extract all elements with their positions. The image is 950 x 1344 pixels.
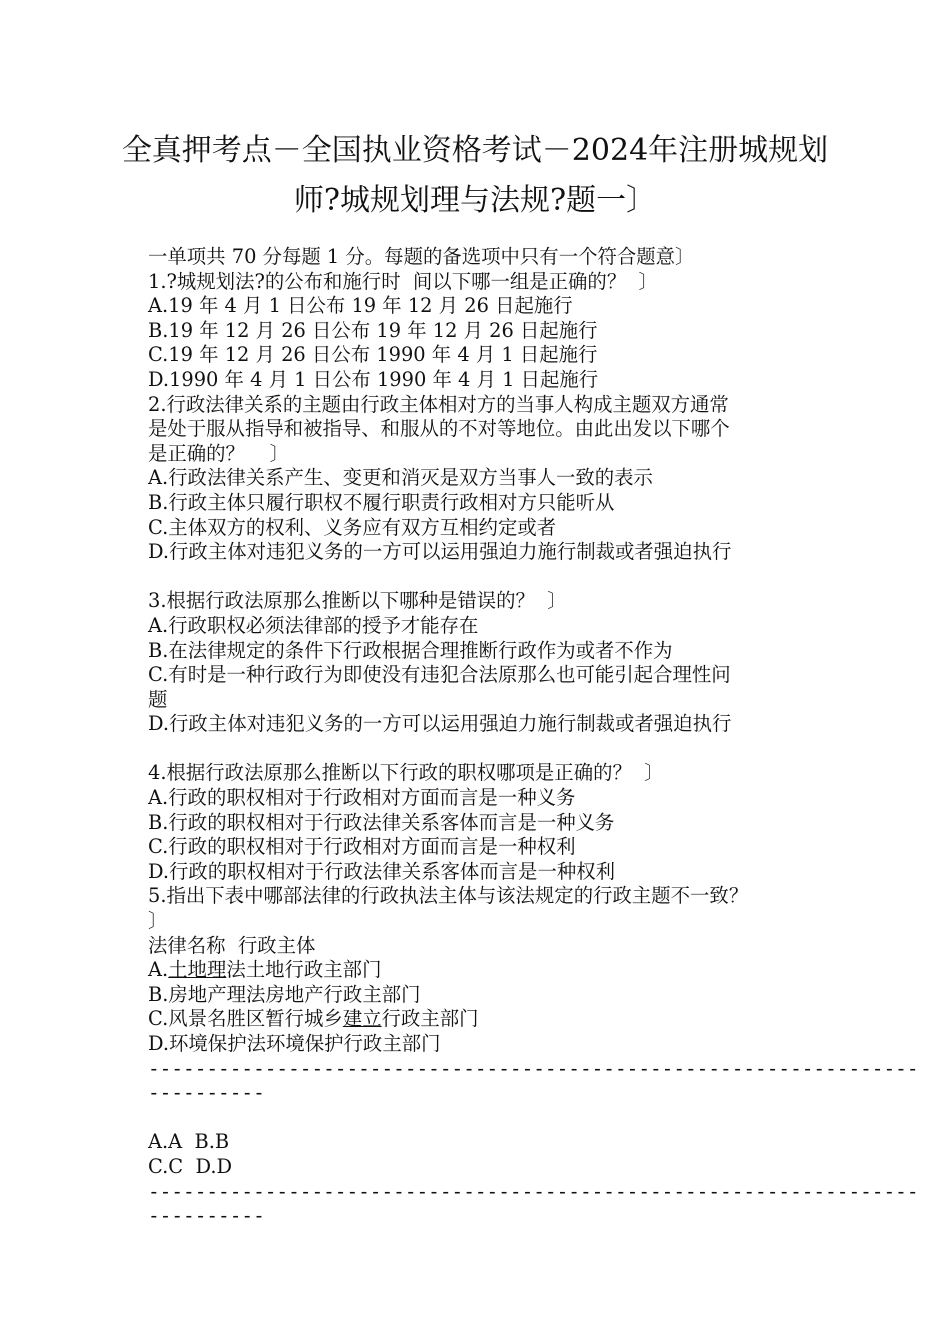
q5-option-b: B.房地产理法房地产行政主部门: [148, 982, 421, 1006]
spacer: [148, 737, 838, 762]
q4-option-a: A.行政的职权相对于行政相对方面而言是一种义务: [148, 786, 576, 810]
q5-option-c-underlined: 建立: [342, 1007, 382, 1031]
q5-stem-line-2: 〕: [148, 909, 168, 933]
q5-table-header: 法律名称 行政主体: [148, 933, 316, 957]
q2-option-b: B.行政主体只履行职权不履行职责行政相对方只能听从: [148, 490, 615, 514]
title-line-2: 师?城规划理与法规?题一〕: [293, 183, 657, 218]
q2-option-c: C.主体双方的权利、义务应有双方互相约定或者: [148, 515, 557, 539]
answer-options-row-1: A.A B.B: [148, 1130, 230, 1154]
q3-option-a: A.行政职权必须法律部的授予才能存在: [148, 613, 479, 637]
divider-line-1-cont: ----------: [148, 1081, 265, 1105]
q2-stem-line-3: 是正确的？ 〕: [148, 441, 289, 465]
q5-option-a-prefix: A.: [148, 958, 169, 982]
q5-option-d: D.环境保护法环境保护行政主部门: [148, 1032, 441, 1055]
q2-stem-line-1: 2.行政法律关系的主题由行政主体相对方的当事人构成主题双方通常: [148, 392, 729, 416]
q3-option-c-line-1: C.有时是一种行政行为即使没有违犯合法原那么也可能引起合理性问: [148, 663, 731, 687]
title-line-1: 全真押考点－全国执业资格考试－2024年注册城规划: [121, 133, 829, 168]
q1-option-d: D.1990 年 4 月 1 日公布 1990 年 4 月 1 日起施行: [148, 367, 599, 391]
divider-line-2: ------------------------------------------------------------------: [148, 1179, 919, 1203]
q2-option-d: D.行政主体对违犯义务的一方可以运用强迫力施行制裁或者强迫执行: [148, 540, 732, 564]
q3-stem: 3.根据行政法原那么推断以下哪种是错误的？ 〕: [148, 589, 567, 613]
q4-option-b: B.行政的职权相对于行政法律关系客体而言是一种义务: [148, 810, 615, 834]
q2-option-a: A.行政法律关系产生、变更和消灭是双方当事人一致的表示: [148, 466, 653, 490]
q3-option-d: D.行政主体对违犯义务的一方可以运用强迫力施行制裁或者强迫执行: [148, 712, 732, 736]
q4-stem: 4.根据行政法原那么推断以下行政的职权哪项是正确的？ 〕: [148, 761, 664, 785]
divider-line-1: ------------------------------------------------------------------: [148, 1056, 919, 1080]
section-intro: 一单项共 70 分每题 1 分。每题的备选项中只有一个符合题意〕: [148, 245, 695, 268]
q1-stem: 1.?城规划法?的公布和施行时 间以下哪一组是正确的？ 〕: [148, 269, 658, 293]
q4-option-c: C.行政的职权相对于行政相对方面而言是一种权利: [148, 835, 576, 859]
q5-option-c-rest: 行政主部门: [381, 1007, 479, 1031]
q5-option-c-prefix: C.风景名胜区暂行城乡: [148, 1007, 343, 1031]
q5-stem-line-1: 5.指出下表中哪部法律的行政执法主体与该法规定的行政主题不一致？: [148, 884, 749, 908]
spacer: [148, 565, 838, 590]
answer-options-row-2: C.C D.D: [148, 1154, 233, 1178]
q5-option-a-rest: 法土地行政主部门: [226, 958, 382, 982]
q3-option-c-line-2: 题: [148, 687, 168, 711]
q3-option-b: B.在法律规定的条件下行政根据合理推断行政作为或者不作为: [148, 638, 673, 662]
q5-option-a: [148, 958, 838, 983]
q4-option-d: D.行政的职权相对于行政法律关系客体而言是一种权利: [148, 859, 616, 883]
spacer: [148, 1106, 838, 1131]
q2-stem-line-2: 是处于服从指导和被指导、和服从的不对等地位。由此出发以下哪个: [148, 417, 730, 441]
q5-option-c: [148, 1007, 838, 1032]
q5-option-a-underlined: 土地理: [168, 958, 227, 982]
q1-option-b: B.19 年 12 月 26 日公布 19 年 12 月 26 日起施行: [148, 318, 598, 342]
document-title: [120, 126, 830, 226]
document-body: [148, 245, 919, 1229]
q1-option-a: A.19 年 4 月 1 日公布 19 年 12 月 26 日起施行: [148, 294, 573, 318]
q1-option-c: C.19 年 12 月 26 日公布 1990 年 4 月 1 日起施行: [148, 343, 598, 367]
divider-line-2-cont: ----------: [148, 1204, 265, 1228]
